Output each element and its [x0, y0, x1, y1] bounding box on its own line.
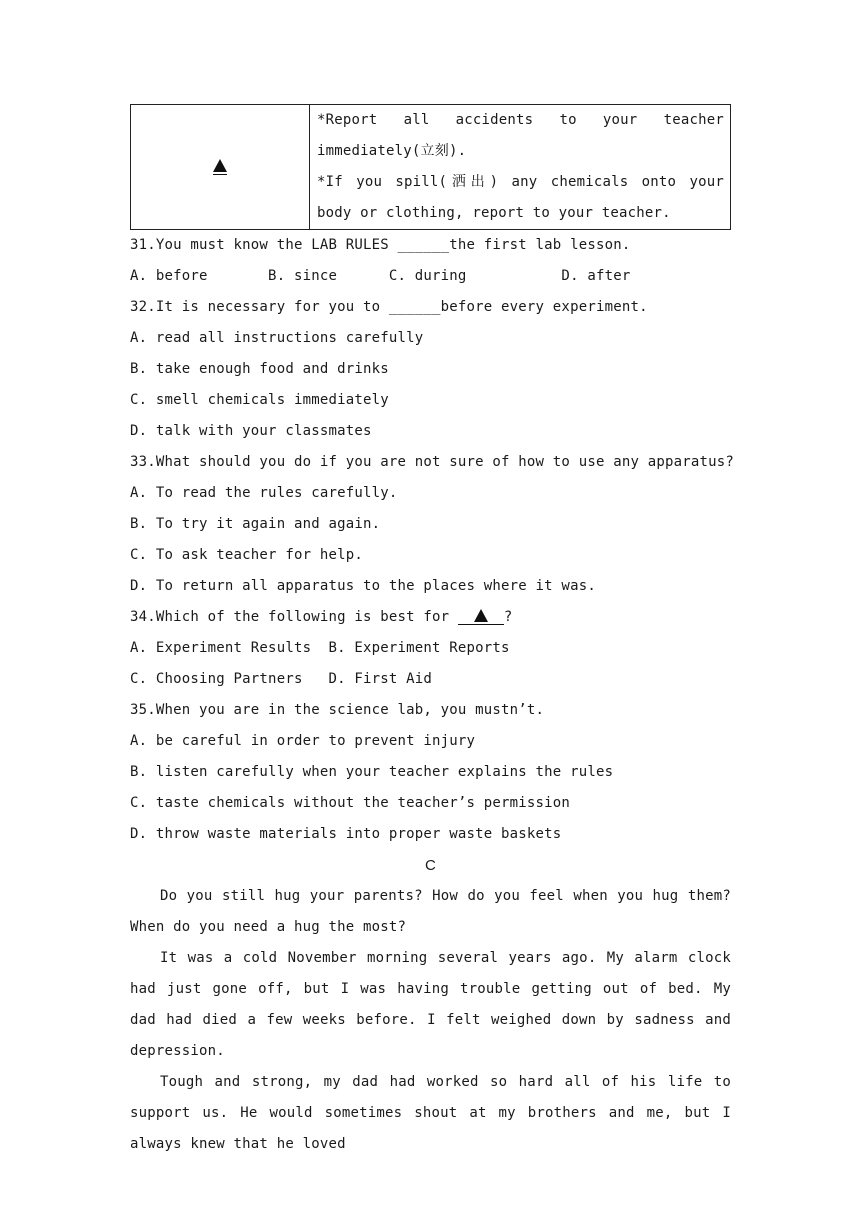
lab-rules-table — [130, 104, 731, 230]
document-page — [130, 104, 735, 1160]
question-31 — [130, 230, 731, 292]
option: D. throw waste materials into proper waste baskets — [130, 826, 562, 842]
rules-text-cell — [310, 105, 731, 230]
question-33 — [130, 447, 735, 602]
question-32 — [130, 292, 731, 447]
option: A. be careful in order to prevent injury — [130, 733, 476, 749]
option: A. To read the rules carefully. — [130, 485, 398, 501]
passage-paragraph: Tough and strong, my dad had worked so hard all of his life to support us. He would sometimes shout at my brothers and me, but I always knew that he loved — [130, 1074, 731, 1152]
missing-title-cell — [131, 105, 310, 230]
option: C. smell chemicals immediately — [130, 392, 389, 408]
option: C. Choosing Partners D. First Aid — [130, 671, 433, 687]
rule-item: *If you spill(洒出) any chemicals onto your body or clothing, report to your teacher. — [317, 174, 724, 221]
option: B. listen carefully when your teacher explains the rules — [130, 764, 614, 780]
question-options: A. before B. since C. during D. after — [130, 268, 631, 284]
answer-blank — [458, 608, 504, 625]
triangle-icon — [474, 609, 488, 622]
option: B. To try it again and again. — [130, 516, 381, 532]
passage-paragraph: Do you still hug your parents? How do you feel when you hug them? When do you need a hug the most? — [130, 888, 731, 935]
triangle-icon — [213, 159, 227, 172]
option: D. To return all apparatus to the places where it was. — [130, 578, 596, 594]
option: C. To ask teacher for help. — [130, 547, 363, 563]
rule-item: *Report all accidents to your teacher immediately(立刻). — [317, 112, 724, 159]
question-stem-prefix: 34.Which of the following is best for — [130, 609, 458, 625]
question-stem — [130, 602, 731, 633]
option: C. taste chemicals without the teacher’s permission — [130, 795, 571, 811]
option: A. read all instructions carefully — [130, 330, 424, 346]
question-stem: 31.You must know the LAB RULES ______the first lab lesson. — [130, 237, 631, 253]
section-heading: C — [424, 857, 437, 874]
option: B. take enough food and drinks — [130, 361, 389, 377]
question-stem-suffix: ? — [503, 609, 513, 625]
question-stem: 33.What should you do if you are not sure of how to use any apparatus? — [130, 454, 735, 470]
passage-paragraph: It was a cold November morning several years ago. My alarm clock had just gone off, but I was having trouble getting out of bed. My dad had died a few weeks before. I felt weighed down by sadness and depression. — [130, 950, 731, 1059]
option: D. talk with your classmates — [130, 423, 372, 439]
missing-title-blank — [213, 159, 227, 175]
question-35 — [130, 695, 731, 850]
question-34 — [130, 602, 731, 695]
question-stem: 32.It is necessary for you to ______before every experiment. — [130, 299, 648, 315]
option: A. Experiment Results B. Experiment Reports — [130, 640, 510, 656]
question-stem: 35.When you are in the science lab, you mustn’t. — [130, 702, 545, 718]
